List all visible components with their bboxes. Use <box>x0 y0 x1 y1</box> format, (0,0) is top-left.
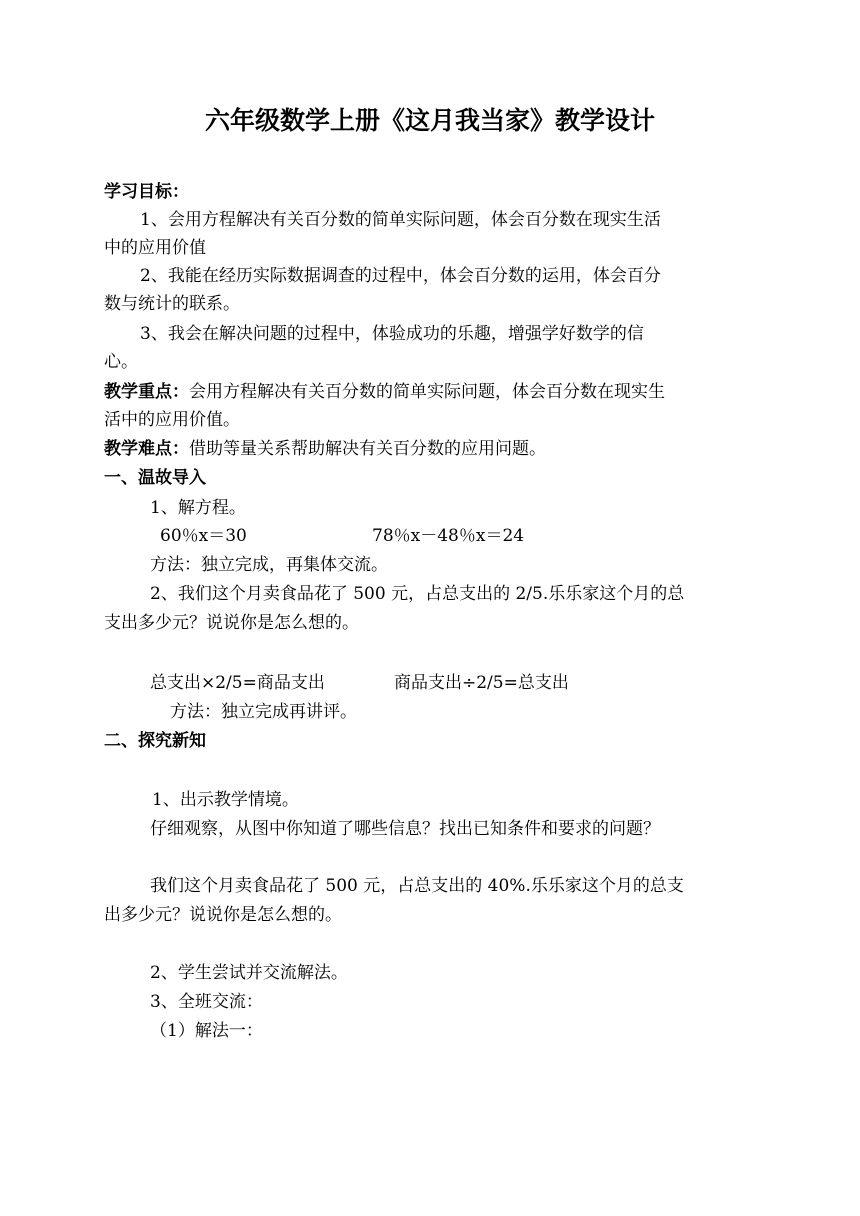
solution-1: （1）解法一： <box>150 1021 263 1041</box>
problem-line-2: 出多少元？说说你是怎么想的。 <box>104 905 342 925</box>
objective-3-line-2: 心。 <box>104 352 138 372</box>
section-2-heading: 二、探究新知 <box>104 731 206 751</box>
key-point-line-1 <box>104 380 665 404</box>
objective-1-line-1: 1、会用方程解决有关百分数的简单实际问题，体会百分数在现实生活 <box>140 210 661 230</box>
question-2-line-2: 支出多少元？说说你是怎么想的。 <box>104 613 359 633</box>
objectives-heading: 学习目标： <box>104 182 189 202</box>
objective-3-line-1: 3、我会在解决问题的过程中，体验成功的乐趣，增强学好数学的信 <box>140 324 644 344</box>
equation-2: 78％x－48％x＝24 <box>372 526 525 546</box>
difficulty-line <box>104 437 546 461</box>
question-2-line-1: 2、我们这个月卖食品花了 500 元，占总支出的 2/5.乐乐家这个月的总 <box>150 584 685 604</box>
equation-1: 60％x＝30 <box>160 526 247 546</box>
objective-1-line-2: 中的应用价值 <box>104 238 206 258</box>
relation-1: 总支出×2/5=商品支出 <box>150 673 325 693</box>
solve-equations: 1、解方程。 <box>150 498 246 518</box>
section-1-heading: 一、温故导入 <box>104 468 206 488</box>
problem-line-1: 我们这个月卖食品花了 500 元，占总支出的 40%.乐乐家这个月的总支 <box>150 876 684 896</box>
step-3: 3、全班交流： <box>150 992 263 1012</box>
difficulty-label: 教学难点： <box>104 439 189 459</box>
step-2: 2、学生尝试并交流解法。 <box>150 963 348 983</box>
difficulty-text: 借助等量关系帮助解决有关百分数的应用问题。 <box>189 439 546 459</box>
key-point-label: 教学重点： <box>104 382 189 402</box>
key-point-line-2: 活中的应用价值。 <box>104 410 240 430</box>
observe-question: 仔细观察，从图中你知道了哪些信息？找出已知条件和要求的问题？ <box>150 819 660 839</box>
relation-2: 商品支出÷2/5=总支出 <box>394 673 569 693</box>
document-title: 六年级数学上册《这月我当家》教学设计 <box>204 106 655 135</box>
method-1: 方法：独立完成，再集体交流。 <box>150 555 388 575</box>
step-1: 1、出示教学情境。 <box>152 790 299 810</box>
objective-2-line-1: 2、我能在经历实际数据调查的过程中，体会百分数的运用，体会百分 <box>140 266 661 286</box>
key-point-text: 会用方程解决有关百分数的简单实际问题，体会百分数在现实生 <box>189 382 665 402</box>
method-2: 方法：独立完成再讲评。 <box>170 702 357 722</box>
objective-2-line-2: 数与统计的联系。 <box>104 294 240 314</box>
